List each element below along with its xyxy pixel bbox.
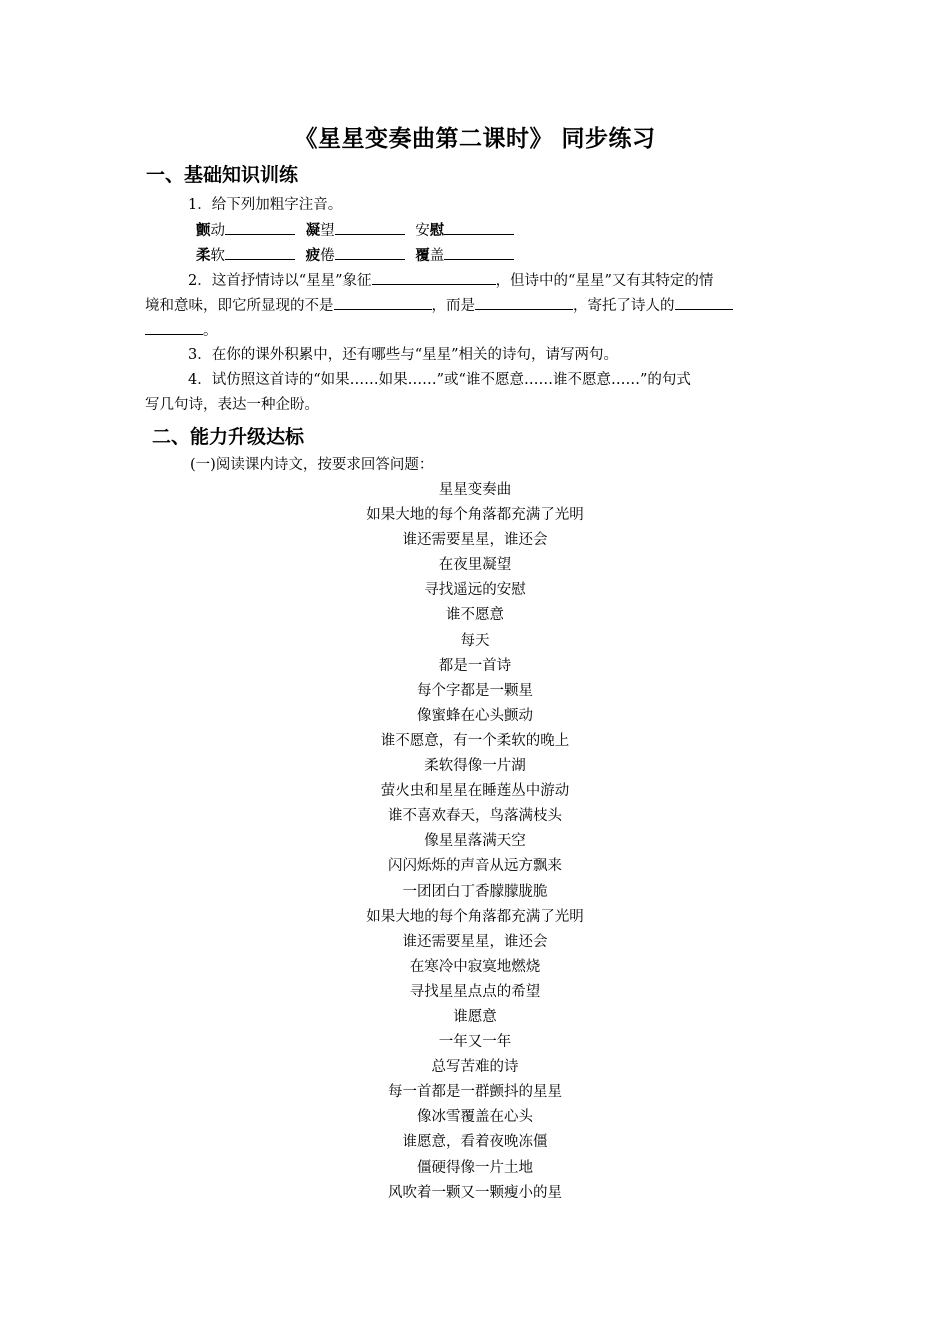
answer-blank[interactable] bbox=[372, 270, 496, 285]
poem-line: 寻找遥远的安慰 bbox=[424, 582, 526, 599]
poem-line: 一团团白丁香朦朦胧脆 bbox=[402, 883, 548, 900]
bold-char: 覆 bbox=[415, 247, 430, 264]
answer-blank[interactable] bbox=[225, 245, 295, 260]
document-title: 《星星变奏曲第二课时》 同步练习 bbox=[294, 126, 656, 152]
poem-line: 一年又一年 bbox=[438, 1034, 512, 1051]
poem-line: 都是一首诗 bbox=[438, 657, 512, 674]
poem-line: 谁愿意，看着夜晚冻僵 bbox=[402, 1134, 548, 1151]
q2-text-a: 2．这首抒情诗以“星星”象征 bbox=[188, 273, 372, 289]
pinyin-row-1 bbox=[196, 220, 520, 241]
poem-line: 像星星落满天空 bbox=[424, 833, 526, 850]
reading-intro: (一)阅读课内诗文，按要求回答问题： bbox=[190, 457, 434, 473]
question-3-text: 3．在你的课外积累中，还有哪些与“星星”相关的诗句，请写两句。 bbox=[188, 347, 619, 363]
word-rest: 望 bbox=[320, 223, 335, 239]
word-item bbox=[415, 221, 444, 241]
poem-line: 谁愿意 bbox=[453, 1008, 497, 1025]
bold-char: 疲 bbox=[305, 247, 321, 264]
poem-line: 在夜里凝望 bbox=[438, 557, 512, 574]
answer-blank[interactable] bbox=[475, 295, 573, 310]
poem-line: 总写苦难的诗 bbox=[431, 1059, 519, 1076]
poem-line: 每天 bbox=[460, 632, 490, 649]
poem-line: 像冰雪覆盖在心头 bbox=[417, 1109, 533, 1126]
word-rest: 软 bbox=[210, 248, 225, 264]
question-2-line-3 bbox=[145, 320, 218, 341]
answer-blank[interactable] bbox=[675, 295, 733, 310]
poem-line: 谁不愿意，有一个柔软的晚上 bbox=[380, 732, 570, 749]
poem-line: 风吹着一颗又一颗瘦小的星 bbox=[388, 1184, 562, 1201]
poem-line: 像蜜蜂在心头颤动 bbox=[417, 707, 533, 724]
word-rest: 动 bbox=[210, 223, 225, 239]
poem-line: 僵硬得像一片土地 bbox=[417, 1159, 533, 1176]
poem-line: 每个字都是一颗星 bbox=[417, 682, 533, 699]
q2-text-b: ，但诗中的“星星”又有其特定的情 bbox=[495, 273, 714, 289]
pinyin-row-2 bbox=[196, 245, 520, 266]
bold-char: 凝 bbox=[305, 222, 321, 239]
bold-char: 慰 bbox=[429, 222, 445, 239]
question-2-line-2 bbox=[145, 295, 733, 316]
word-rest: 盖 bbox=[429, 248, 445, 264]
answer-blank[interactable] bbox=[225, 220, 295, 235]
poem-line: 谁不喜欢春天，鸟落满枝头 bbox=[388, 808, 562, 825]
q2-text-f: 。 bbox=[203, 323, 218, 339]
poem-line: 萤火虫和星星在睡莲丛中游动 bbox=[380, 783, 570, 800]
answer-blank[interactable] bbox=[334, 295, 432, 310]
poem-line: 如果大地的每个角落都充满了光明 bbox=[366, 908, 584, 925]
poem-line: 闪闪烁烁的声音从远方飘来 bbox=[388, 858, 562, 875]
poem-line: 谁还需要星星，谁还会 bbox=[402, 532, 548, 549]
poem-line: 寻找星星点点的希望 bbox=[409, 983, 541, 1000]
word-rest: 倦 bbox=[320, 248, 335, 264]
answer-blank[interactable] bbox=[444, 245, 514, 260]
q2-text-d: ，而是 bbox=[431, 298, 475, 314]
word-item bbox=[306, 221, 335, 241]
q2-text-e: ，寄托了诗人的 bbox=[573, 298, 675, 314]
q2-text-c: 境和意味，即它所显现的不是 bbox=[145, 298, 334, 314]
question-4-line-2: 写几句诗，表达一种企盼。 bbox=[145, 397, 319, 413]
section-heading-advanced: 二、能力升级达标 bbox=[152, 426, 305, 448]
question-4-line-1: 4．试仿照这首诗的“如果……如果……”或“谁不愿意……谁不愿意……”的句式 bbox=[188, 372, 691, 388]
poem-line: 如果大地的每个角落都充满了光明 bbox=[366, 507, 584, 524]
section-heading-basic: 一、基础知识训练 bbox=[146, 164, 299, 186]
poem-title: 星星变奏曲 bbox=[438, 482, 512, 498]
word-pre: 安 bbox=[415, 223, 430, 239]
question-2-line-1 bbox=[188, 270, 713, 291]
word-item bbox=[196, 246, 225, 266]
poem-text bbox=[0, 478, 950, 1206]
answer-blank[interactable] bbox=[335, 220, 405, 235]
bold-char: 柔 bbox=[196, 247, 211, 264]
answer-blank[interactable] bbox=[335, 245, 405, 260]
poem-line: 谁不愿意 bbox=[446, 607, 504, 624]
poem-line: 谁还需要星星，谁还会 bbox=[402, 933, 548, 950]
word-item bbox=[306, 246, 335, 266]
poem-line: 在寒冷中寂寞地燃烧 bbox=[409, 958, 541, 975]
answer-blank[interactable] bbox=[444, 220, 514, 235]
poem-line: 柔软得像一片湖 bbox=[424, 758, 526, 775]
word-item bbox=[415, 246, 444, 266]
word-item bbox=[196, 221, 225, 241]
poem-line: 每一首都是一群颤抖的星星 bbox=[388, 1084, 562, 1101]
answer-blank[interactable] bbox=[145, 320, 203, 335]
bold-char: 颤 bbox=[196, 222, 211, 239]
question-1-text: 1．给下列加粗字注音。 bbox=[188, 197, 343, 213]
